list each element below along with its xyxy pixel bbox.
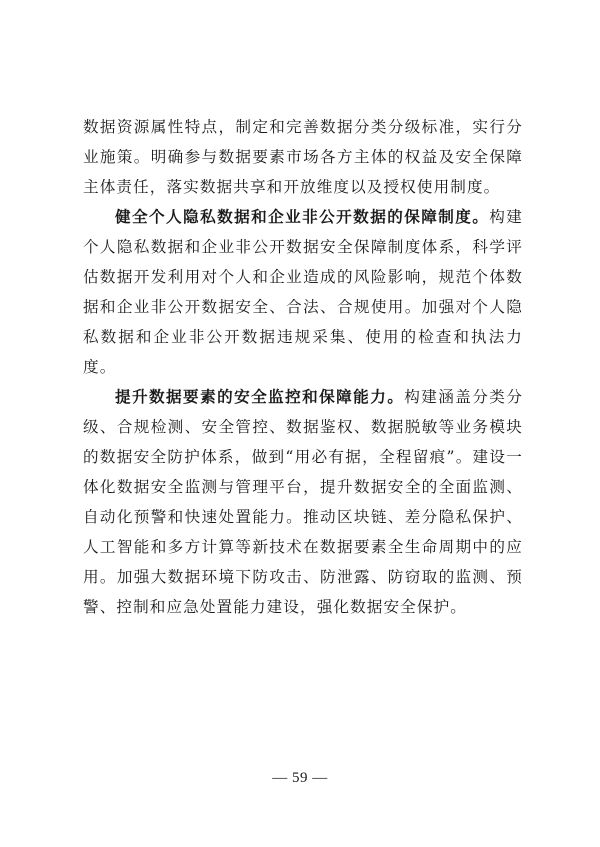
paragraph-text: 构建涵盖分类分级、合规检测、安全管控、数据鉴权、数据脱敏等业务模块的数据安全防护体系，做到“用必有据，全程留痕”。建设一体化数据安全监测与管理平台，提升数据安全的全面监测、自动化预警和快速处置能力。推动区块链、差分隐私保护、人工智能和多方计算等新技术在数据要素全生命周期中的应用。加强大数据环境下防攻击、防泄露、防窃取的监测、预警、控制和应急处置能力建设，强化数据安全保护。 (83, 388, 524, 616)
paragraph-lead-heading: 健全个人隐私数据和企业非公开数据的保障制度。 (115, 208, 490, 226)
paragraph-lead-heading: 提升数据要素的安全监控和保障能力。 (115, 388, 405, 406)
paragraph-privacy-protection (83, 202, 523, 382)
paragraph-security-monitoring (83, 382, 523, 622)
paragraph-text: 构建个人隐私数据和企业非公开数据安全保障制度体系，科学评估数据开发利用对个人和企业造成的风险影响，规范个体数据和企业非公开数据安全、合法、合规使用。加强对个人隐私数据和企业非公开数据违规采集、使用的检查和执法力度。 (83, 208, 524, 376)
paragraph-continuation (83, 112, 523, 202)
body-text (83, 112, 523, 622)
page-number: — 59 — (272, 770, 328, 786)
paragraph-text: 数据资源属性特点，制定和完善数据分类分级标准，实行分业施策。明确参与数据要素市场各方主体的权益及安全保障主体责任，落实数据共享和开放维度以及授权使用制度。 (83, 118, 523, 196)
